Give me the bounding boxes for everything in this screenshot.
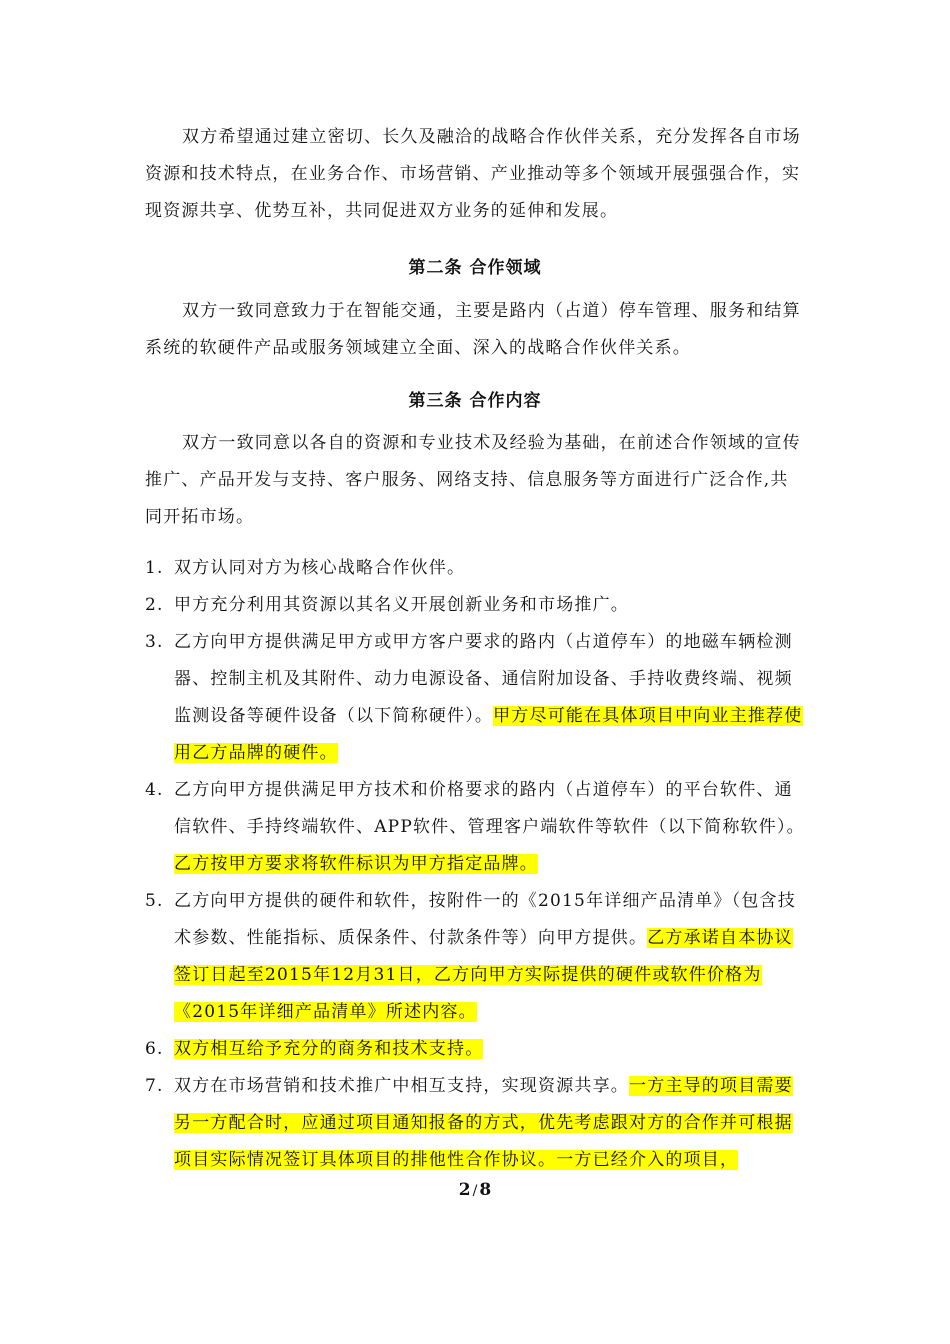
article-2-paragraph: 双方一致同意致力于在智能交通，主要是路内（占道）停车管理、服务和结算系统的软硬件产品或服务领域建立全面、深入的战略合作伙伴关系。 — [145, 301, 801, 358]
list-item-highlight: 乙方按甲方要求将软件标识为甲方指定品牌。 — [174, 854, 538, 874]
list-item — [145, 1031, 807, 1068]
article-2-heading: 第二条 合作领域 — [408, 258, 542, 278]
list-item-text: 甲方充分利用其资源以其名义开展创新业务和市场推广。 — [174, 595, 629, 615]
page-number — [0, 1180, 950, 1200]
total-pages: 8 — [479, 1180, 492, 1200]
list-item-text: 乙方向甲方提供的硬件和软件，按附件一的《2015年详细产品清单》（包含技术参数、性能指标、质保条件、付款条件等）向甲方提供。 — [174, 891, 796, 948]
list-item — [145, 550, 807, 587]
list-item-number: 5. — [145, 891, 164, 911]
list-item-number: 2. — [145, 595, 164, 615]
article-3-paragraph: 双方一致同意以各自的资源和专业技术及经验为基础，在前述合作领域的宣传推广、产品开发与支持、客户服务、网络支持、信息服务等方面进行广泛合作,共同开拓市场。 — [145, 433, 801, 527]
article-3-heading: 第三条 合作内容 — [408, 391, 542, 411]
list-item-highlight: 双方相互给予充分的商务和技术支持。 — [174, 1039, 484, 1059]
list-item-number: 3. — [145, 632, 164, 652]
list-item-number: 4. — [145, 780, 164, 800]
list-item-highlight: 甲方尽可能在具体项目中向业主推荐使用乙方品牌的硬件。 — [174, 706, 803, 763]
list-item-text: 乙方向甲方提供满足甲方技术和价格要求的路内（占道停车）的平台软件、通信软件、手持终端软件、APP软件、管理客户端软件等软件（以下简称软件）。 — [174, 780, 805, 837]
list-item-highlight: 一方主导的项目需要另一方配合时，应通过项目通知报备的方式，优先考虑跟对方的合作并可根据项目实际情况签订具体项目的排他性合作协议。一方已经介入的项目， — [174, 1076, 793, 1170]
page-separator: / — [472, 1183, 478, 1199]
list-item-highlight: 乙方承诺自本协议签订日起至2015年12月31日，乙方向甲方实际提供的硬件或软件价格为《2015年详细产品清单》所述内容。 — [174, 928, 793, 1022]
intro-paragraph: 双方希望通过建立密切、长久及融洽的战略合作伙伴关系，充分发挥各自市场资源和技术特点，在业务合作、市场营销、产业推动等多个领域开展强强合作，实现资源共享、优势互补，共同促进双方业务的延伸和发展。 — [145, 127, 801, 221]
list-item — [145, 1068, 807, 1179]
list-item — [145, 883, 807, 1031]
cooperation-list — [145, 550, 807, 1179]
list-item-number: 7. — [145, 1076, 164, 1096]
list-item-text: 乙方向甲方提供满足甲方或甲方客户要求的路内（占道停车）的地磁车辆检测器、控制主机及其附件、动力电源设备、通信附加设备、手持收费终端、视频监测设备等硬件设备（以下简称硬件）。 — [174, 632, 793, 726]
current-page: 2 — [458, 1180, 471, 1200]
list-item — [145, 772, 807, 883]
list-item-text: 双方在市场营销和技术推广中相互支持，实现资源共享。 — [174, 1076, 629, 1096]
list-item — [145, 587, 807, 624]
list-item-number: 1. — [145, 558, 164, 578]
list-item-text: 双方认同对方为核心战略合作伙伴。 — [174, 558, 466, 578]
list-item — [145, 624, 807, 772]
list-item-number: 6. — [145, 1039, 164, 1059]
